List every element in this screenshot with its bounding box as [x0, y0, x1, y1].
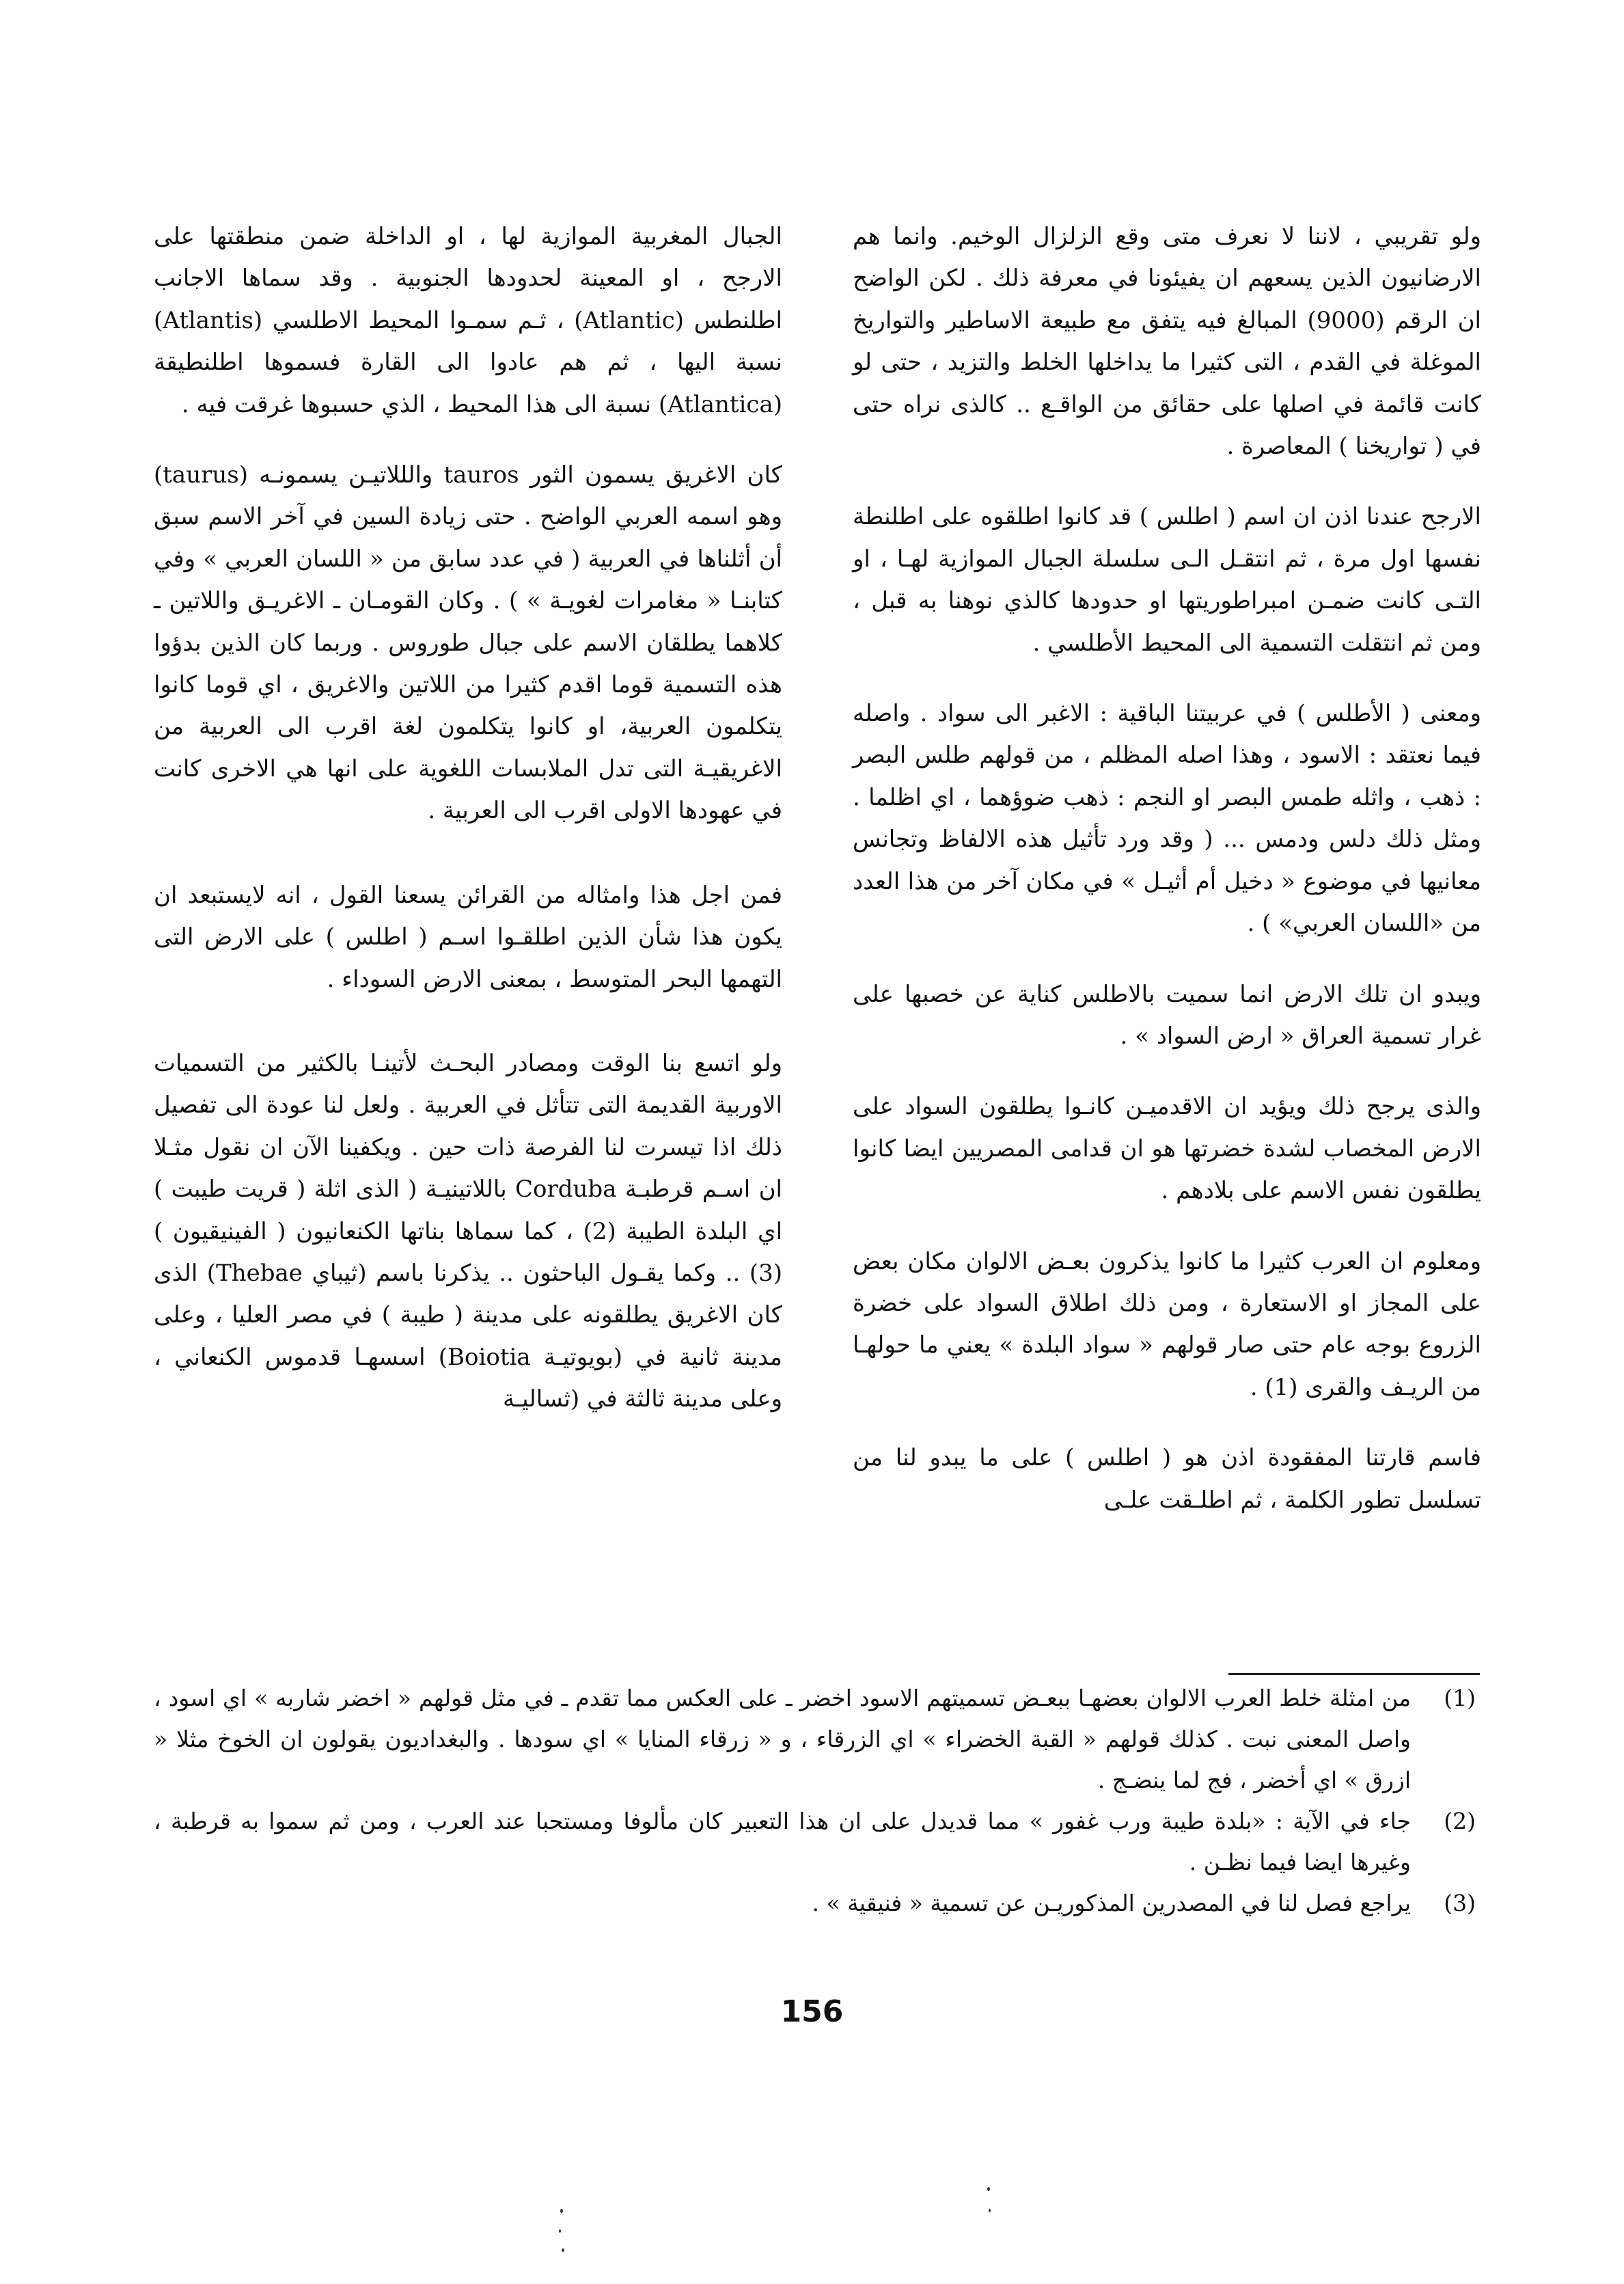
- paragraph: والذى يرجح ذلك ويؤيد ان الاقدميـن كانـوا يطلقون السواد على الارض المخصاب لشدة خضرتها هو ان قدامى المصريين ايضا كانوا يطلقون نفس الاسم على بلادهم .: [853, 1093, 1481, 1205]
- footnote-divider: [1228, 1673, 1480, 1675]
- scan-speck: [562, 2248, 564, 2252]
- footnote-number: (3): [1444, 1890, 1476, 1916]
- footnote-number: (1): [1444, 1685, 1476, 1711]
- paragraph: كان الاغريق يسمون الثور tauros والللاتيـن يسمونـه (taurus) وهو اسمه العربي الواضح . حتى زيادة السين في آخر الاسم سبق أن أثلناها في العربية ( في عدد سابق من « اللسان العربي » وفي كتابنـا « مغامرات لغويـة » ) . وكان القومـان ـ الاغريـق واللاتين ـ كلاهما يطلقان الاسم على جبال طوروس . وربما كان الذين بدؤوا هذه التسمية قوما اقدم كثيرا من اللاتين والاغريق ، اي قوما كانوا يتكلمون العربية، او كانوا يتكلمون لغة اقرب الى العربية من الاغريقيـة التى تدل الملابسات اللغوية على انها هي الاخرى كانت في عهودها الاولى اقرب الى العربية .: [154, 461, 782, 825]
- scan-speck: [989, 2209, 991, 2212]
- footnote-text: جاء في الآية : «بلدة طيبة ورب غفور » مما قديدل على ان هذا التعبير كان مألوفا ومستحبا عند العرب ، ومن ثم سموا به قرطبة ، وغيرها ايضا فيما نظـن .: [154, 1808, 1411, 1875]
- paragraph: فمن اجل هذا وامثاله من القرائن يسعنا القول ، انه لايستبعد ان يكون هذا شأن الذين اطلقـوا اسـم ( اطلس ) على الارض التى التهمها البحر المتوسط ، بمعنى الارض السوداء .: [154, 881, 782, 993]
- right-column: [853, 216, 1481, 1521]
- footnote-text: يراجع فصل لنا في المصدرين المذكوريـن عن تسمية « فنيقية » .: [812, 1890, 1411, 1916]
- paragraph: فاسم قارتنا المفقودة اذن هو ( اطلس ) على ما يبدو لنا من تسلسل تطور الكلمة ، ثم اطلـقت علـى: [853, 1444, 1481, 1514]
- paragraph: ومعنى ( الأطلس ) في عربيتنا الباقية : الاغبر الى سواد . واصله فيما نعتقد : الاسود ، وهذا اصله المظلم ، من قولهم طلس البصر : ذهب ، واثله طمس البصر او النجم : ذهب ضوؤهما ، اي اظلما . ومثل ذلك دلس ودمس ... ( وقد ورد تأثيل هذه الالفاظ وتجانس معانيها في موضوع « دخيل أم أثيـل » في مكان آخر من هذا العدد من «اللسان العربي» ) .: [853, 700, 1481, 938]
- footnotes: [154, 1678, 1476, 1924]
- footnote: [154, 1678, 1476, 1801]
- scan-speck: [560, 2209, 563, 2213]
- footnote-text: من امثلة خلط العرب الالوان بعضهـا ببعـض تسميتهم الاسود اخضر ـ على العكس مما تقدم ـ في مثل قولهم « اخضر شاربه » اي اسود ، واصل المعنى نبت . كذلك قولهم « القبة الخضراء » اي الزرقاء ، و « زرقاء المنايا » اي سودها . والبغداديون يقولون ان الخوخ مثلا « ازرق » اي أخضر ، فج لما ينضـج .: [154, 1685, 1411, 1793]
- page-number: 156: [780, 1994, 844, 2029]
- paragraph: ويبدو ان تلك الارض انما سميت بالاطلس كناية عن خصبها على غرار تسمية العراق « ارض السواد » .: [853, 980, 1481, 1050]
- paragraph: ولو اتسع بنا الوقت ومصادر البحـث لأتينـا بالكثير من التسميات الاوربية القديمة التى تتأثل في العربية . ولعل لنا عودة الى تفصيل ذلك اذا تيسرت لنا الفرصة ذات حين . ويكفينا الآن ان نقول مثـلا ان اسـم قرطبـة Corduba باللاتينيـة ( الذى اثلة ( قريت طيبت ) اي البلدة الطيبة (2) ، كما سماها بناتها الكنعانيون ( الفينيقيون ) (3) .. وكما يقـول الباحثون .. يذكرنا باسم (ثيباي Thebae) الذى كان الاغريق يطلقونه على مدينة ( طيبة ) في مصر العليا ، وعلى مدينة ثانية في (بويوتيـة Boiotia) اسسهـا قدموس الكنعاني ، وعلى مدينة ثالثة في (ثساليـة: [154, 1049, 783, 1413]
- footnote-number: (2): [1444, 1808, 1476, 1834]
- scan-speck: [559, 2229, 561, 2233]
- scan-speck: [987, 2187, 990, 2191]
- paragraph: الارجح عندنا اذن ان اسم ( اطلس ) قد كانوا اطلقوه على اطلنطة نفسها اول مرة ، ثم انتقـل الـى سلسلة الجبال الموازية لهـا ، او التـى كانت ضمـن امبراطوريتها او حدودها كالذي نوهنا به قبل ، ومن ثم انتقلت التسمية الى المحيط الأطلسي .: [853, 503, 1481, 657]
- footnote: [154, 1883, 1476, 1924]
- paragraph: الجبال المغربية الموازية لها ، او الداخلة ضمن منطقتها على الارجح ، او المعينة لحدودها الجنوبية . وقد سماها الاجانب اطلنطس (Atlantic) ، ثـم سمـوا المحيط الاطلسي (Atlantis) نسبة اليها ، ثم هم عادوا الى القارة فسموها اطلنطيقة (Atlantica) نسبة الى هذا المحيط ، الذي حسبوها غرقت فيه .: [154, 223, 782, 418]
- paragraph: ولو تقريبي ، لاننا لا نعرف متى وقع الزلزال الوخيم. وانما هم الارضانيون الذين يسعهم ان يفيئونا في معرفة ذلك . لكن الواضح ان الرقم (9000) المبالغ فيه يتفق مع طبيعة الاساطير والتواريخ الموغلة في القدم ، التى كثيرا ما يداخلها الخلط والتزيد ، حتى لو كانت قائمة في اصلها على حقائق من الواقـع .. كالذى نراه حتى في ( تواريخنا ) المعاصرة .: [853, 223, 1481, 461]
- footnote: [154, 1801, 1476, 1883]
- left-column: [154, 216, 782, 1421]
- paragraph: ومعلوم ان العرب كثيرا ما كانوا يذكرون بعـض الالوان مكان بعض على المجاز او الاستعارة ، ومن ذلك اطلاق السواد على خضرة الزروع بوجه عام حتى صار قولهم « سواد البلدة » يعني ما حولهـا من الريـف والقرى (1) .: [853, 1247, 1481, 1401]
